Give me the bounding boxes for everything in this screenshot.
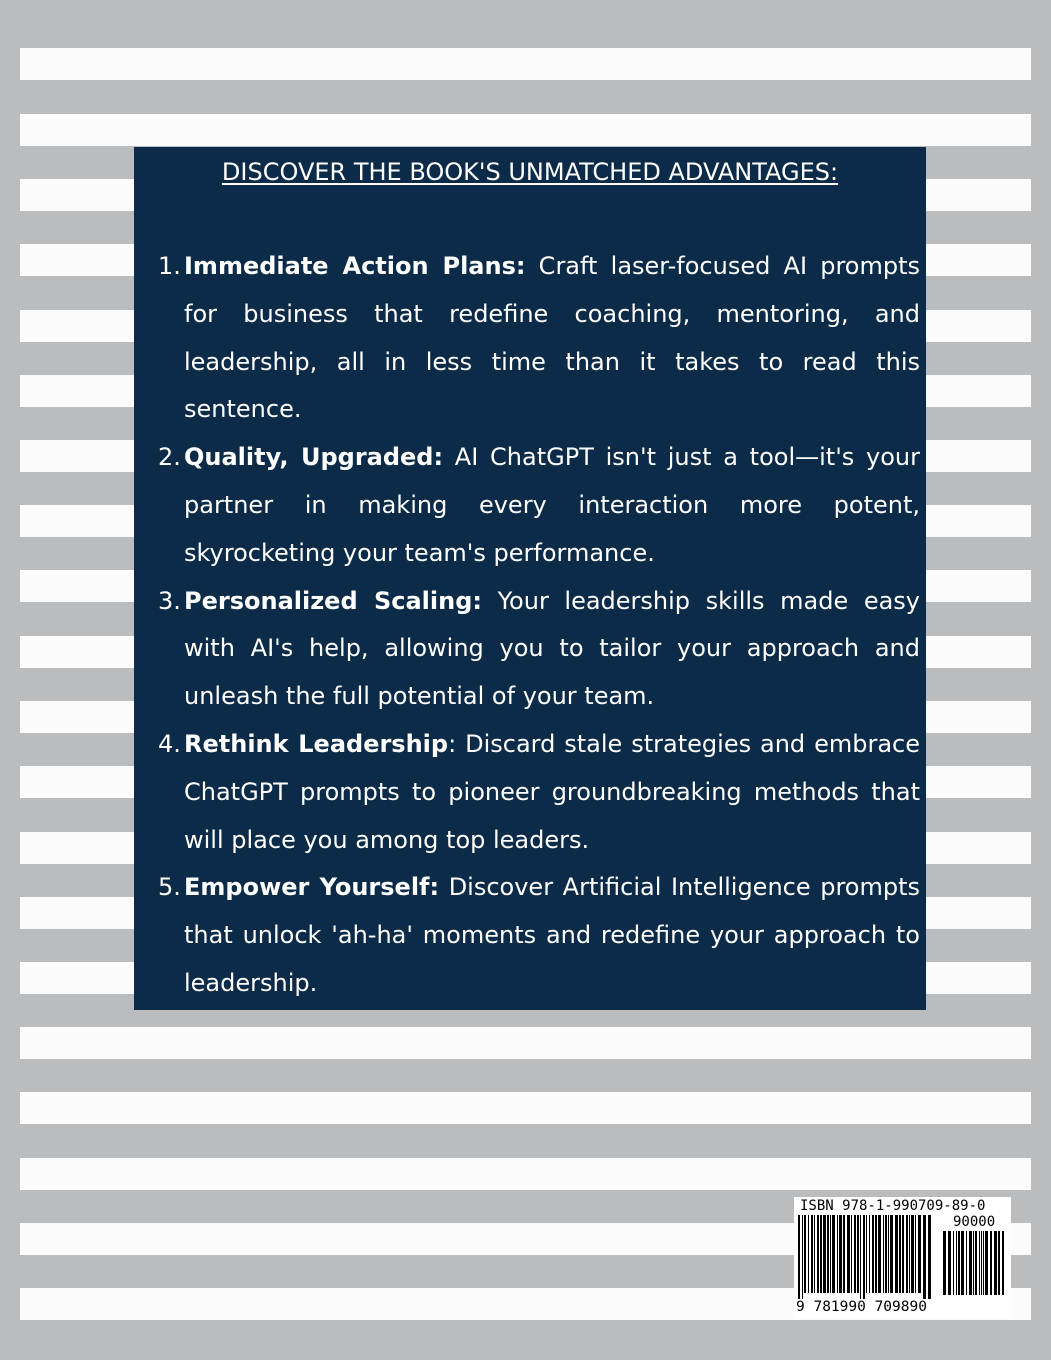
price-code: 90000 [953,1214,996,1230]
background-stripe [20,1027,1031,1059]
advantage-item-3 [134,578,926,721]
background-stripe [20,1158,1031,1190]
isbn-number: ISBN 978-1-990709-89-0 [800,1198,986,1214]
advantages-heading: DISCOVER THE BOOK'S UNMATCHED ADVANTAGES: [221,158,839,186]
item-title: Quality, Upgraded: [184,443,444,472]
item-number: 2. [158,443,181,472]
advantage-item-4 [134,721,926,864]
advantages-list [134,243,926,1008]
item-text: Your leadership skills made easy with AI's help, allowing you to tailor your approach and unleash the full potential of your team. [184,586,920,711]
item-title: Immediate Action Plans: [184,252,526,280]
item-text: : Discard stale strategies and embrace ChatGPT prompts to pioneer groundbreaking methods that will place you among top leaders. [184,729,921,854]
item-number: 4. [158,729,181,758]
advantages-panel [134,147,926,1010]
item-title: Rethink Leadership [184,729,449,758]
item-title: Empower Yourself: [184,873,440,902]
item-title: Personalized Scaling: [184,586,482,615]
barcode-bars-addon [943,1231,1007,1301]
advantage-item-1 [134,243,926,434]
advantage-item-5 [134,864,926,1007]
barcode-bars-main [798,1215,940,1301]
ean-digits: 9 781990 709890 [796,1299,927,1315]
isbn-barcode [794,1197,1011,1319]
advantage-item-2 [134,434,926,577]
item-text: AI ChatGPT isn't just a tool—it's your partner in making every interaction more potent, skyrocketing your team's performance. [184,443,920,567]
item-text: Craft laser-focused AI prompts for business that redefine coaching, mentoring, and leadership, all in less time than it takes to read this sentence. [184,252,921,424]
background-stripe [20,114,1031,146]
background-stripe [20,48,1031,80]
item-number: 5. [158,873,181,902]
background-stripe [20,1092,1031,1124]
item-text: Discover Artificial Intelligence prompts that unlock 'ah-ha' moments and redefine your approach to leadership. [184,873,920,997]
item-number: 3. [158,586,181,615]
item-number: 1. [158,252,181,280]
